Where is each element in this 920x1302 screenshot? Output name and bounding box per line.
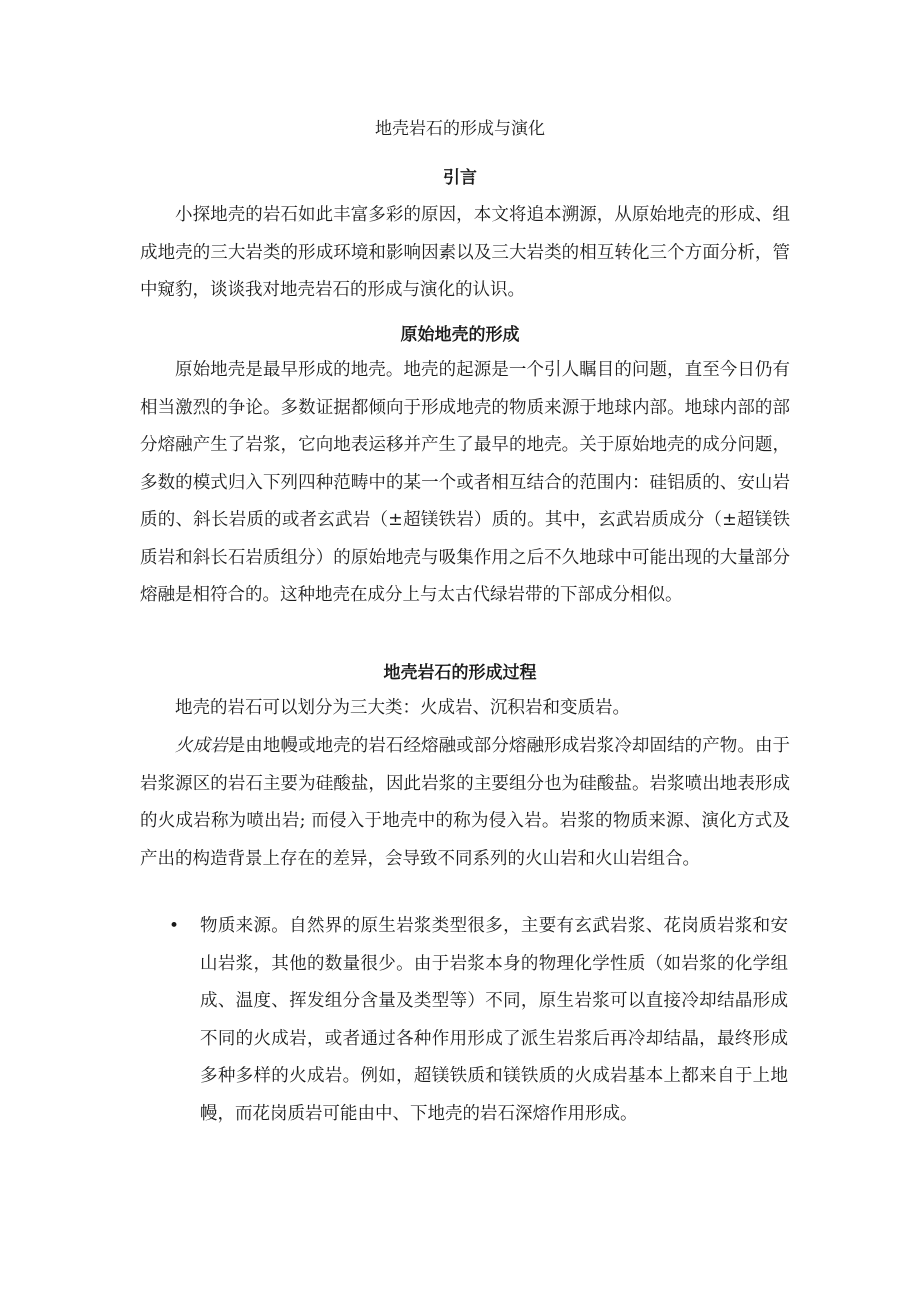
igneous-rock-term: 火成岩	[175, 736, 228, 756]
intro-paragraph: 小探地壳的岩石如此丰富多彩的原因，本文将追本溯源，从原始地壳的形成、组成地壳的三大岩类的形成环境和影响因素以及三大岩类的相互转化三个方面分析，管中窥豹，谈谈我对地壳岩石的形成与演化的认识。	[140, 205, 790, 300]
bullet-text-material-source: 物质来源。自然界的原生岩浆类型很多，主要有玄武岩浆、花岗质岩浆和安山岩浆，其他的数量很少。由于岩浆本身的物理化学性质（如岩浆的化学组成、温度、挥发组分含量及类型等）不同，原生岩浆可以直接冷却结晶形成不同的火成岩，或者通过各种作用形成了派生岩浆后再冷却结晶，最终形成多种多样的火成岩。例如，超镁铁质和镁铁质的火成岩基本上都来自于上地幔，而花岗质岩可能由中、下地壳的岩石深熔作用形成。	[200, 916, 788, 1124]
section-heading-primitive-crust: 原始地壳的形成	[400, 325, 520, 345]
igneous-rock-description: 是由地幔或地壳的岩石经熔融或部分熔融形成岩浆冷却固结的产物。由于岩浆源区的岩石主要为硅酸盐，因此岩浆的主要组分也为硅酸盐。岩浆喷出地表形成的火成岩称为喷出岩; 而侵入于地壳中的称为侵入岩。岩浆的物质来源、演化方式及产出的构造背景上存在的差异，会导致不同系列的火山岩和火山岩组合。	[140, 736, 791, 869]
document-title: 地壳岩石的形成与演化	[375, 119, 545, 139]
bullet-marker: •	[169, 916, 180, 936]
section-heading-formation-process: 地壳岩石的形成过程	[383, 663, 537, 683]
primitive-crust-paragraph: 原始地壳是最早形成的地壳。地壳的起源是一个引人瞩目的问题，直至今日仍有相当激烈的争论。多数证据都倾向于形成地壳的物质来源于地球内部。地球内部的部分熔融产生了岩浆，它向地表运移并产生了最早的地壳。关于原始地壳的成分问题，多数的模式归入下列四种范畴中的某一个或者相互结合的范围内：硅铝质的、安山岩质的、斜长岩质的或者玄武岩（±超镁铁岩）质的。其中，玄武岩质成分（±超镁铁质岩和斜长石岩质组分）的原始地壳与吸集作用之后不久地球中可能出现的大量部分熔融是相符合的。这种地壳在成分上与太古代绿岩带的下部成分相似。	[140, 360, 790, 605]
rock-types-paragraph: 地壳的岩石可以划分为三大类：火成岩、沉积岩和变质岩。	[175, 698, 630, 718]
igneous-rock-paragraph	[140, 728, 790, 878]
section-heading-intro: 引言	[443, 168, 477, 188]
